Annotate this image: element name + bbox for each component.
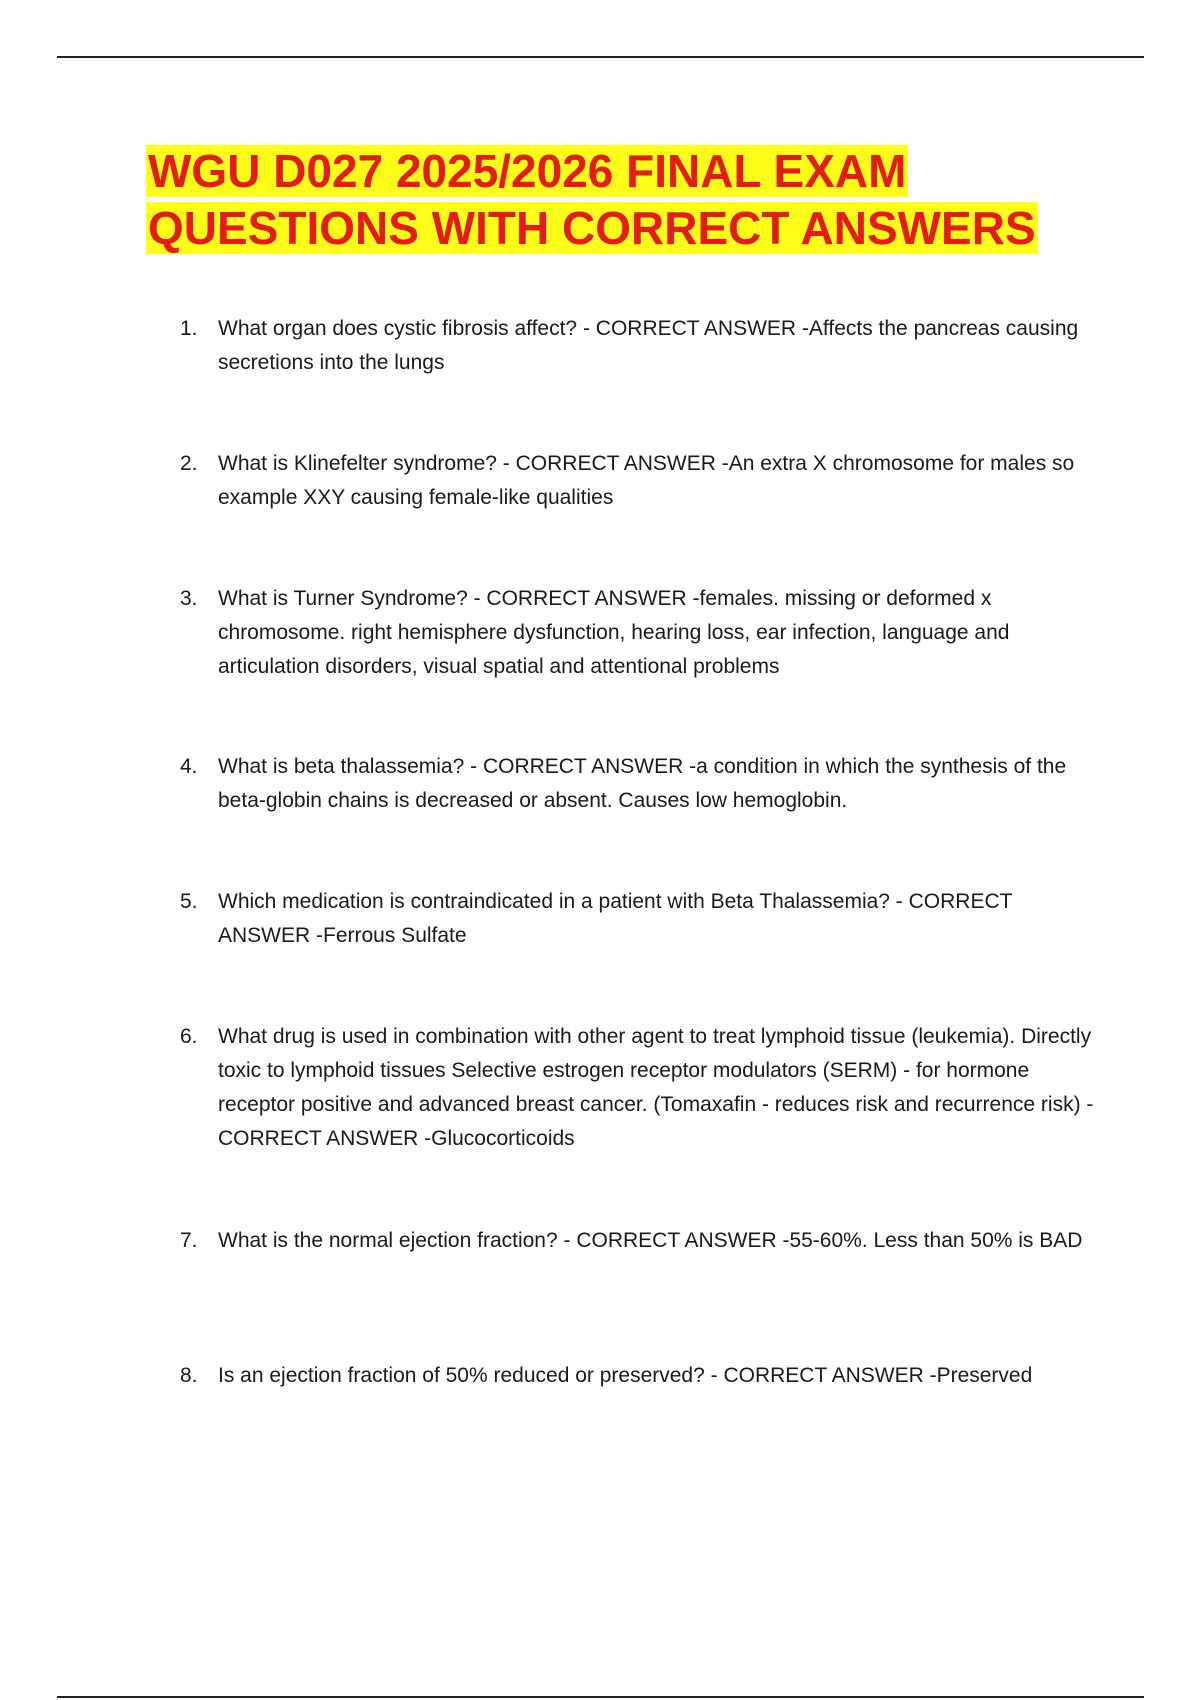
question-item-3 — [180, 582, 1100, 684]
question-item-8 — [180, 1359, 1100, 1393]
question-text: What is the normal ejection fraction? - CORRECT ANSWER -55-60%. Less than 50% is BAD — [218, 1229, 1083, 1252]
page-title-line-1: WGU D027 2025/2026 FINAL EXAM — [148, 145, 907, 197]
question-text: What drug is used in combination with other agent to treat lymphoid tissue (leukemia). Directly toxic to lymphoid tissues Selective estrogen receptor modulators (SERM) - for hormone receptor positive and advanced breast cancer. (Tomaxafin - reduces risk and recurrence risk) - CORRECT ANSWER -Glucocorticoids — [218, 1025, 1094, 1150]
question-number: 2. — [180, 452, 198, 475]
question-number: 4. — [180, 755, 198, 778]
question-number: 6. — [180, 1025, 198, 1048]
question-item-4 — [180, 750, 1100, 818]
footer-divider — [57, 1696, 1144, 1698]
page-title-line-2: QUESTIONS WITH CORRECT ANSWERS — [148, 202, 1036, 254]
question-number: 8. — [180, 1364, 198, 1387]
question-text: What organ does cystic fibrosis affect? - CORRECT ANSWER -Affects the pancreas causing secretions into the lungs — [218, 317, 1079, 374]
question-text: What is beta thalassemia? - CORRECT ANSWER -a condition in which the synthesis of the beta-globin chains is decreased or absent. Causes low hemoglobin. — [218, 755, 1067, 812]
question-number: 5. — [180, 890, 198, 913]
question-item-5 — [180, 885, 1100, 953]
question-text: Is an ejection fraction of 50% reduced or preserved? - CORRECT ANSWER -Preserved — [218, 1364, 1033, 1387]
question-item-1 — [180, 312, 1100, 380]
question-text: Which medication is contraindicated in a patient with Beta Thalassemia? - CORRECT ANSWER -Ferrous Sulfate — [218, 890, 1013, 947]
question-text: What is Turner Syndrome? - CORRECT ANSWER -females. missing or deformed x chromosome. right hemisphere dysfunction, hearing loss, ear infection, language and articulation disorders, visual spatial and attentional problems — [218, 587, 1010, 678]
question-number: 1. — [180, 317, 198, 340]
question-text: What is Klinefelter syndrome? - CORRECT ANSWER -An extra X chromosome for males so example XXY causing female-like qualities — [218, 452, 1075, 509]
question-number: 7. — [180, 1229, 198, 1252]
question-item-2 — [180, 447, 1100, 515]
question-item-6 — [180, 1020, 1100, 1156]
question-number: 3. — [180, 587, 198, 610]
question-item-7 — [180, 1224, 1100, 1258]
